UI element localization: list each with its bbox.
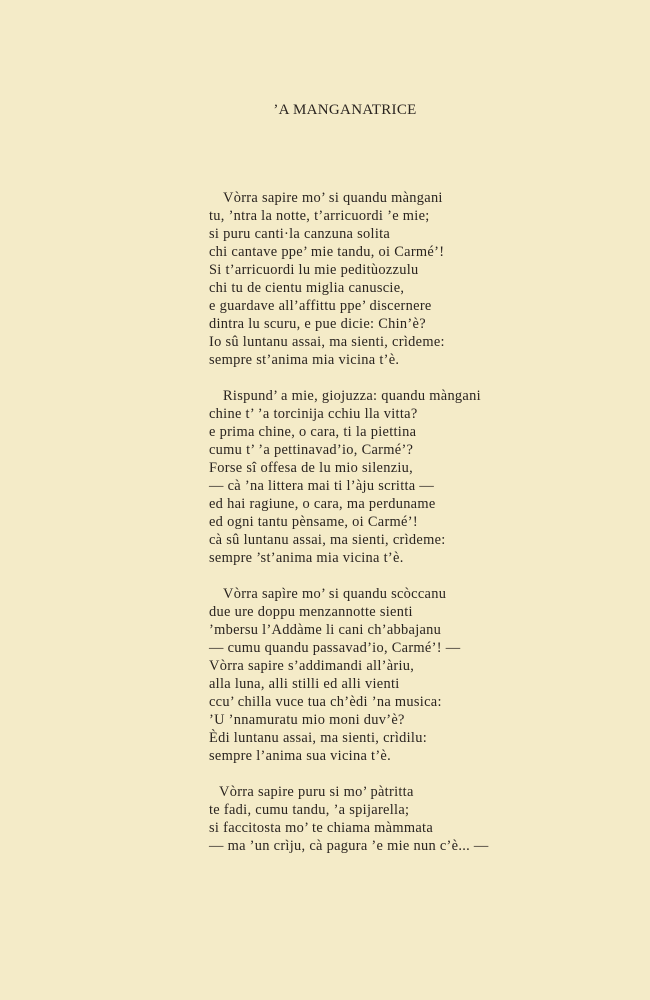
poem-title: ’A MANGANATRICE bbox=[273, 102, 417, 118]
verse-line: Vòrra sapìre mo’ si quandu scòccanu bbox=[223, 586, 447, 602]
verse-line: Vòrra sapire s’addimandi all’àriu, bbox=[209, 658, 415, 674]
verse-line: chi cantave ppe’ mie tandu, oi Carmé’! bbox=[209, 244, 445, 260]
verse-line: Si t’arricuordi lu mie peditùozzulu bbox=[209, 262, 419, 278]
verse-line: cà sû luntanu assai, ma sienti, crìdeme: bbox=[209, 532, 446, 548]
verse-line: Io sû luntanu assai, ma sienti, crìdeme: bbox=[209, 334, 445, 350]
stanza-1 bbox=[209, 189, 509, 369]
verse-line: — cà ’na littera mai ti l’àju scritta — bbox=[209, 478, 435, 494]
verse-line: Vòrra sapire puru si mo’ pàtritta bbox=[219, 784, 414, 800]
verse-line: tu, ’ntra la notte, t’arricuordi ’e mie; bbox=[209, 208, 430, 224]
verse-line: Èdi luntanu assai, ma sienti, crìdilu: bbox=[209, 730, 428, 746]
verse-line: cumu t’ ’a pettinavad’io, Carmé’? bbox=[209, 442, 414, 458]
verse-line: ’mbersu l’Addàme li cani ch’abbajanu bbox=[209, 622, 442, 638]
verse-line: sempre st’anima mia vicina t’è. bbox=[209, 352, 400, 368]
verse-line: — cumu quandu passavad’io, Carmé’! — bbox=[209, 640, 461, 656]
verse-line: ed hai ragiune, o cara, ma perduname bbox=[209, 496, 436, 512]
verse-line: Vòrra sapire mo’ si quandu màngani bbox=[223, 190, 443, 206]
verse-line: dintra lu scuru, e pue dicie: Chin’è? bbox=[209, 316, 426, 332]
verse-line: — ma ’un crìju, cà pagura ’e mie nun c’è... — bbox=[209, 838, 489, 854]
verse-line: Rispund’ a mie, giojuzza: quandu màngani bbox=[223, 388, 481, 404]
verse-line: chine t’ ’a torcinija cchiu lla vitta? bbox=[209, 406, 418, 422]
verse-line: si puru canti·la canzuna solita bbox=[209, 226, 391, 242]
stanza-3 bbox=[209, 585, 509, 765]
verse-line: ccu’ chilla vuce tua ch’èdi ’na musica: bbox=[209, 694, 442, 710]
verse-line: sempre ’st’anima mia vicina t’è. bbox=[209, 550, 404, 566]
verse-line: chi tu de cientu miglia canuscie, bbox=[209, 280, 405, 296]
verse-line: si faccitosta mo’ te chiama màmmata bbox=[209, 820, 434, 836]
verse-line: alla luna, alli stilli ed alli vienti bbox=[209, 676, 400, 692]
verse-line: ’U ’nnamuratu mio moni duv’è? bbox=[209, 712, 405, 728]
verse-line: e guardave all’affittu ppe’ discernere bbox=[209, 298, 432, 314]
stanza-4 bbox=[209, 783, 509, 855]
verse-line: due ure doppu menzannotte sienti bbox=[209, 604, 413, 620]
verse-line: Forse sî offesa de lu mio silenziu, bbox=[209, 460, 414, 476]
verse-line: te fadi, cumu tandu, ’a spijarella; bbox=[209, 802, 410, 818]
verse-line: e prima chine, o cara, ti la piettina bbox=[209, 424, 417, 440]
poem-body bbox=[209, 189, 509, 855]
stanza-2 bbox=[209, 387, 509, 567]
verse-line: ed ogni tantu pènsame, oi Carmé’! bbox=[209, 514, 418, 530]
verse-line: sempre l’anima sua vicina t’è. bbox=[209, 748, 392, 764]
